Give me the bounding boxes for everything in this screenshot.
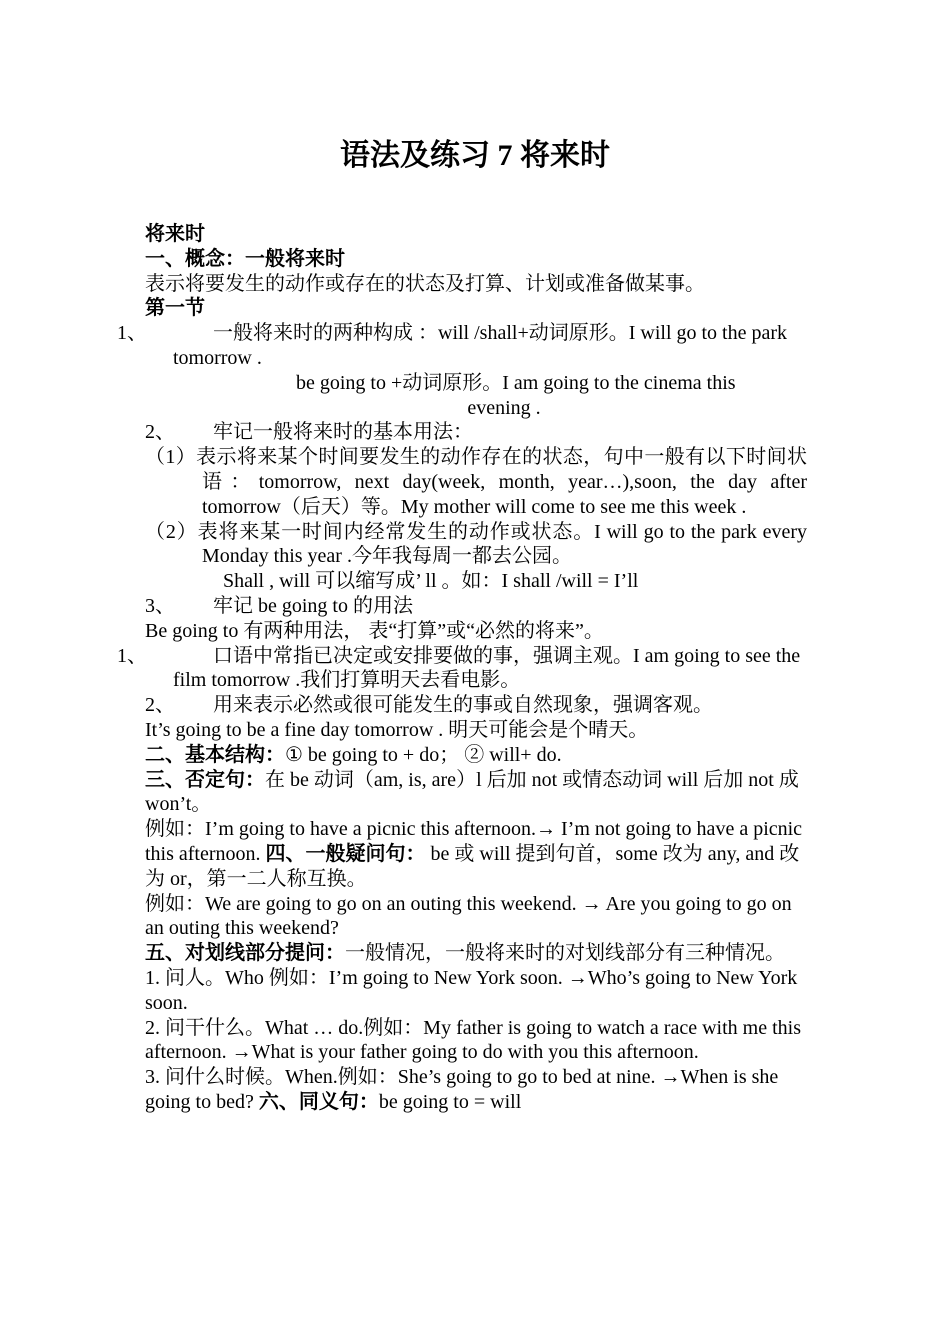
example-sentence: It’s going to be a fine day tomorrow . 明天可能会是个晴天。 xyxy=(145,718,649,741)
wh-question-heading: 五、对划线部分提问：一般情况，一般将来时的对划线部分有三种情况。 xyxy=(145,942,785,965)
list-item-be-going-to: 3、 牢记 be going to 的用法 xyxy=(145,594,413,617)
be-going-to-use-1: 1、 口语中常指已决定或安排要做的事，强调主观。I am going to see the film tomorrow .我们打算明天去看电影。 xyxy=(117,644,801,692)
negative-sentence: 三、否定句：在 be 动词（am, is, are）l 后加 not 或情态动词 will 后加 not 成 won’t。 xyxy=(145,768,799,816)
document-body xyxy=(117,222,807,1115)
document-title: 语法及练习 7 将来时 xyxy=(340,139,610,172)
be-going-to-use-2: 2、 用来表示必然或很可能发生的事或自然现象，强调客观。 xyxy=(145,694,713,717)
concept-definition: 表示将要发生的动作或存在的状态及打算、计划或准备做某事。 xyxy=(145,272,705,295)
concept-heading: 一、概念：一般将来时 xyxy=(145,247,345,270)
contraction-note: Shall , will 可以缩写成’ ll 。如：I shall /will = I’ll xyxy=(223,570,639,593)
part-heading: 第一节 xyxy=(145,297,205,320)
wh-question-what: 2. 问干什么。What … do.例如：My father is going to watch a race with me this afternoon. →What is your father going to do with you this afternoon. xyxy=(145,1016,801,1064)
be-going-to-uses: Be going to 有两种用法， 表“打算”或“必然的将来”。 xyxy=(145,619,604,642)
usage-item-1: （1）表示将来某个时间要发生的动作存在的状态，句中一般有以下时间状语：tomorrow, next day(week, month, year…),soon, the day after tomorrow（后天）等。My mother will come to see me this week . xyxy=(145,446,807,518)
wh-question-who: 1. 问人。Who 例如：I’m going to New York soon. →Who’s going to New York soon. xyxy=(145,966,798,1014)
be-going-to-structure: be going to +动词原形。I am going to the cinema this xyxy=(296,371,736,394)
usage-item-2: （2）表将来某一时间内经常发生的动作或状态。I will go to the park every Monday this year .今年我每周一都去公园。 xyxy=(145,520,807,568)
list-item-usage: 2、 牢记一般将来时的基本用法： xyxy=(145,421,473,444)
list-item-structure: 1、 一般将来时的两种构成 ：will /shall+动词原形。I will go to the park tomorrow . xyxy=(117,322,788,369)
section-heading: 将来时 xyxy=(145,223,205,245)
wh-question-when: 3. 问什么时候。When.例如：She’s going to go to bed at nine. →When is she going to bed? 六、同义句：be going to = will xyxy=(145,1066,779,1113)
question-example: 例如：We are going to go on an outing this weekend. → Are you going to go on an outing this weekend? xyxy=(145,892,792,940)
negative-example-and-question: 例如：I’m going to have a picnic this afternoon.→ I’m not going to have a picnic this afternoon. 四、一般疑问句： be 或 will 提到句首，some 改为 any, and 改为 or，第一二人称互换。 xyxy=(145,818,803,890)
basic-structure: 二、基本结构：① be going to + do； ② will+ do. xyxy=(145,743,562,766)
be-going-to-structure-cont: evening . xyxy=(467,396,541,419)
